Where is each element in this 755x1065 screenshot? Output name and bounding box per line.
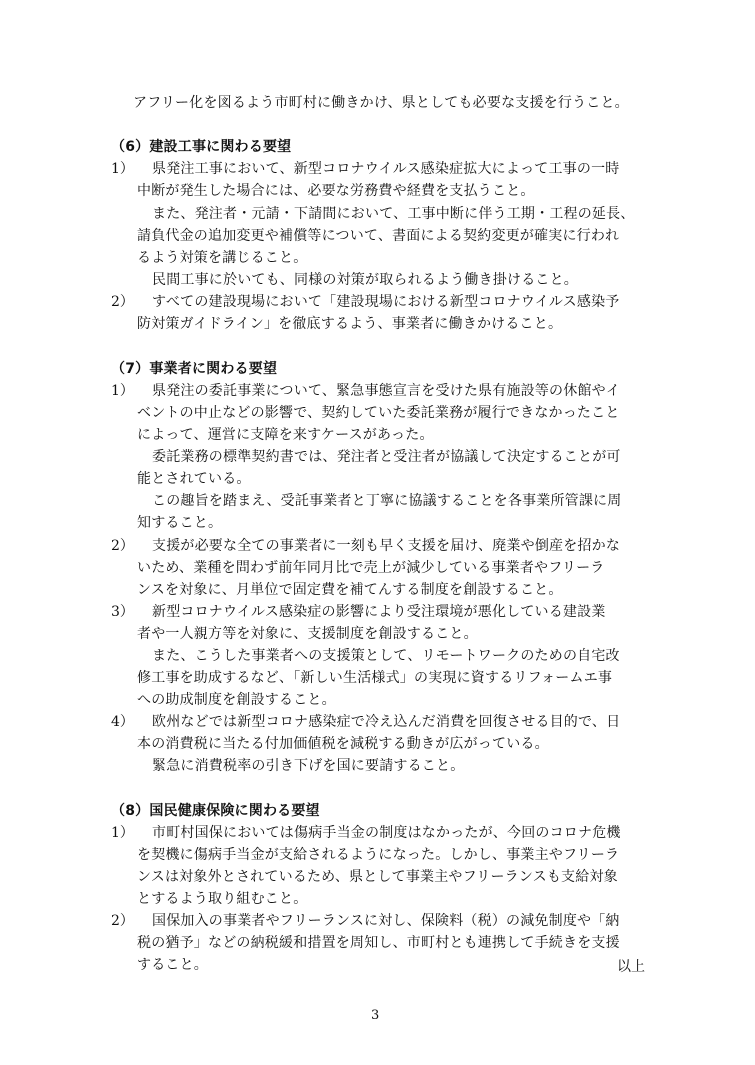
paragraph-line: 市町村国保においては傷病手当金の制度はなかったが、今回のコロナ危機 bbox=[152, 825, 621, 841]
item-number: 2） bbox=[111, 913, 134, 929]
section-heading-7: （7）事業者に関わる要望 bbox=[111, 361, 278, 377]
item-number: 4） bbox=[111, 714, 134, 730]
closing-mark: 以上 bbox=[617, 959, 645, 975]
paragraph-line: とするよう取り組むこと。 bbox=[137, 891, 308, 907]
item-number: 1） bbox=[111, 825, 134, 841]
paragraph-line: 知すること。 bbox=[137, 515, 223, 531]
section-heading-8: （8）国民健康保険に関わる要望 bbox=[111, 803, 320, 819]
paragraph-line: 民間工事に於いても、同様の対策が取られるよう働き掛けること。 bbox=[152, 272, 578, 288]
item-number: 1） bbox=[111, 161, 134, 177]
paragraph-line: によって、運営に支障を来すケースがあった。 bbox=[137, 427, 434, 443]
paragraph-line: ンスは対象外とされているため、県として事業主やフリーランスも支給対象 bbox=[137, 869, 618, 885]
paragraph-line: すること。 bbox=[137, 957, 208, 973]
item-number: 3） bbox=[111, 604, 134, 620]
paragraph-line: 県発注工事において、新型コロナウイルス感染症拡大によって工事の一時 bbox=[152, 161, 620, 177]
item-number: 2） bbox=[111, 538, 134, 554]
paragraph-line: 欧州などでは新型コロナ感染症で冷え込んだ消費を回復させる目的で、日 bbox=[152, 714, 621, 730]
paragraph-line: アフリー化を図るよう市町村に働きかけ、県としても必要な支援を行うこと。 bbox=[133, 95, 629, 111]
section-heading-6: （6）建設工事に関わる要望 bbox=[111, 139, 292, 155]
paragraph-line: るよう対策を講じること。 bbox=[137, 250, 308, 266]
paragraph-line: 修工事を助成するなど、「新しい生活様式」の実現に資するリフォームエ事 bbox=[137, 670, 613, 686]
paragraph-line: への助成制度を創設すること。 bbox=[137, 692, 336, 708]
paragraph-line: 緊急に消費税率の引き下げを国に要請すること。 bbox=[152, 758, 465, 774]
paragraph-line: 防対策ガイドライン」を徹底するよう、事業者に働きかけること。 bbox=[137, 316, 563, 332]
paragraph-line: 中断が発生した場合には、必要な労務費や経費を支払うこと。 bbox=[137, 183, 535, 199]
paragraph-line: また、こうした事業者への支援策として、リモートワークのための自宅改 bbox=[152, 648, 620, 664]
paragraph-line: ベントの中止などの影響で、契約していた委託業務が履行できなかったこと bbox=[137, 405, 620, 421]
paragraph-line: 本の消費税に当たる付加価値税を減税する動きが広がっている。 bbox=[137, 736, 549, 752]
paragraph-line: 税の猶予」などの納税緩和措置を周知し、市町村とも連携して手続きを支援 bbox=[137, 935, 620, 951]
paragraph-line: 委託業務の標準契約書では、発注者と受注者が協議して決定することが可 bbox=[152, 449, 621, 465]
paragraph-line: 者や一人親方等を対象に、支援制度を創設すること。 bbox=[137, 626, 478, 642]
paragraph-line: この趣旨を踏まえ、受託事業者と丁寧に協議することを各事業所管課に周 bbox=[152, 493, 622, 509]
paragraph-line: 支援が必要な全ての事業者に一刻も早く支援を届け、廃業や倒産を招かな bbox=[152, 538, 621, 554]
paragraph-line: 請負代金の追加変更や補償等について、書面による契約変更が確実に行われ bbox=[137, 228, 620, 244]
page-number: 3 bbox=[371, 1008, 380, 1023]
paragraph-line: ンスを対象に、月単位で固定費を補てんする制度を創設すること。 bbox=[137, 582, 563, 598]
paragraph-line: 県発注の委託事業について、緊急事態宣言を受けた県有施設等の休館やイ bbox=[152, 383, 621, 399]
paragraph-line: を契機に傷病手当金が支給されるようになった。しかし、事業主やフリーラ bbox=[137, 847, 620, 863]
item-number: 2） bbox=[111, 294, 134, 310]
paragraph-line: すべての建設現場において「建設現場における新型コロナウイルス感染予 bbox=[152, 294, 620, 310]
paragraph-line: いため、業種を問わず前年同月比で売上が減少している事業者やフリーラ bbox=[137, 560, 605, 576]
item-number: 1） bbox=[111, 383, 134, 399]
paragraph-line: また、発注者・元請・下請間において、工事中断に伴う工期・工程の延長、 bbox=[152, 206, 635, 222]
paragraph-line: 能とされている。 bbox=[137, 471, 251, 487]
paragraph-line: 国保加入の事業者やフリーランスに対し、保険料（税）の減免制度や「納 bbox=[152, 913, 620, 929]
paragraph-line: 新型コロナウイルス感染症の影響により受注環境が悪化している建設業 bbox=[152, 604, 606, 620]
